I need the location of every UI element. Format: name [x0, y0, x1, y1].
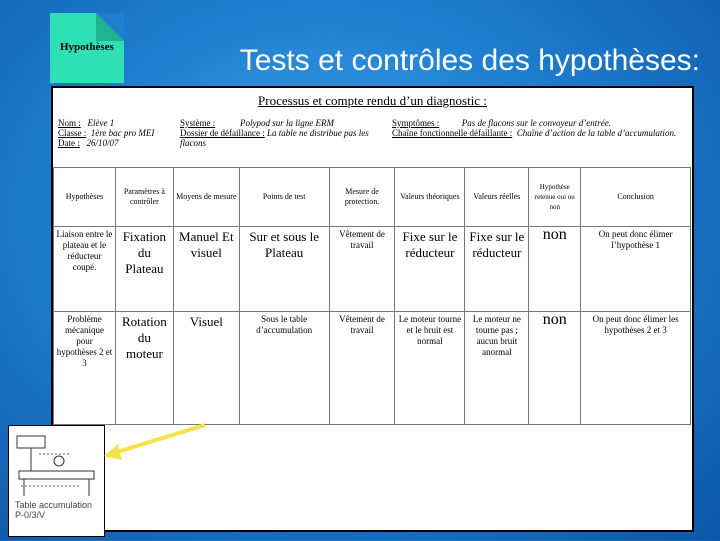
header-cell: Hypothèse retenue oui ou non [529, 168, 581, 227]
table-cell: On peut donc élimer les hypothèses 2 et 3 [581, 312, 691, 425]
sketch-label: Table accumulation [15, 500, 93, 510]
hypothesis-table [53, 167, 691, 425]
table-cell: Fixation du Plateau [115, 227, 173, 312]
sketch-caption [15, 500, 92, 520]
table-cell: Fixe sur le réducteur [395, 227, 465, 312]
header-cell: Paramètres à contrôler [115, 168, 173, 227]
table-cell: non [529, 312, 581, 425]
sketch-reference: P-0/3/V [15, 510, 46, 520]
table-row [54, 312, 691, 425]
dossier-value: La table ne distribue pas les flacons [180, 128, 369, 148]
table-cell: Vêtement de travail [329, 312, 395, 425]
table-cell: Le moteur tourne et le bruit est normal [395, 312, 465, 425]
symptomes-key: Symptômes : [392, 118, 440, 128]
header-cell: Valeurs réelles [465, 168, 529, 227]
info-student [58, 118, 176, 162]
table-row [54, 227, 691, 312]
table-cell: Fixe sur le réducteur [465, 227, 529, 312]
info-system [180, 118, 385, 162]
date-value: 26/10/07 [86, 138, 119, 148]
sheet-title: Processus et compte rendu d’un diagnostic : [258, 93, 487, 108]
table-cell: non [529, 227, 581, 312]
chaine-key: Chaîne fonctionnelle défaillante : [392, 128, 513, 138]
table-cell: Liaison entre le plateau et le réducteur coupé. [54, 227, 116, 312]
nom-key: Nom : [58, 118, 81, 128]
table-cell: Visuel [173, 312, 239, 425]
chaine-value: Chaîne d’action de la table d’accumulation. [516, 128, 677, 138]
table-header-row [54, 168, 691, 227]
classe-key: Classe : [58, 128, 87, 138]
table-cell: Sous le table d’accumulation [239, 312, 329, 425]
slide-title: Tests et contrôles des hypothèses: [239, 44, 700, 77]
pointer-arrow-icon [100, 420, 210, 465]
nom-value: Elève 1 [87, 118, 115, 128]
header-cell: Conclusion [581, 168, 691, 227]
table-cell: Le moteur ne tourne pas ; aucun bruit anormal [465, 312, 529, 425]
symptomes-value: Pas de flacons sur le convoyeur d’entrée. [461, 118, 611, 128]
page-fold [96, 13, 124, 41]
table-cell: Rotation du moteur [115, 312, 173, 425]
date-key: Date : [58, 138, 80, 148]
header-cell: Moyens de mesure [173, 168, 239, 227]
hypotheses-document-icon[interactable] [50, 13, 124, 83]
icon-label: Hypothèses [60, 41, 114, 53]
table-cell: Problème mécanique pour hypothèses 2 et 3 [54, 312, 116, 425]
table-cell: Manuel Et visuel [173, 227, 239, 312]
classe-value: 1ère bac pro MEI [90, 128, 155, 138]
header-cell: Valeurs théoriques [395, 168, 465, 227]
dossier-key: Dossier de défaillance : [180, 128, 265, 138]
table-cell: Vêtement de travail [329, 227, 395, 312]
table-cell: Sur et sous le Plateau [239, 227, 329, 312]
systeme-value: Polypod sur la ligne ERM [240, 118, 334, 128]
header-cell: Points de test [239, 168, 329, 227]
info-symptoms [392, 118, 692, 162]
header-cell: Mesure de protection. [329, 168, 395, 227]
machine-sketch-image [8, 425, 105, 537]
systeme-key: Système : [180, 118, 216, 128]
table-cell: On peut donc élimer l’hypothèse 1 [581, 227, 691, 312]
header-cell: Hypothèses [54, 168, 116, 227]
